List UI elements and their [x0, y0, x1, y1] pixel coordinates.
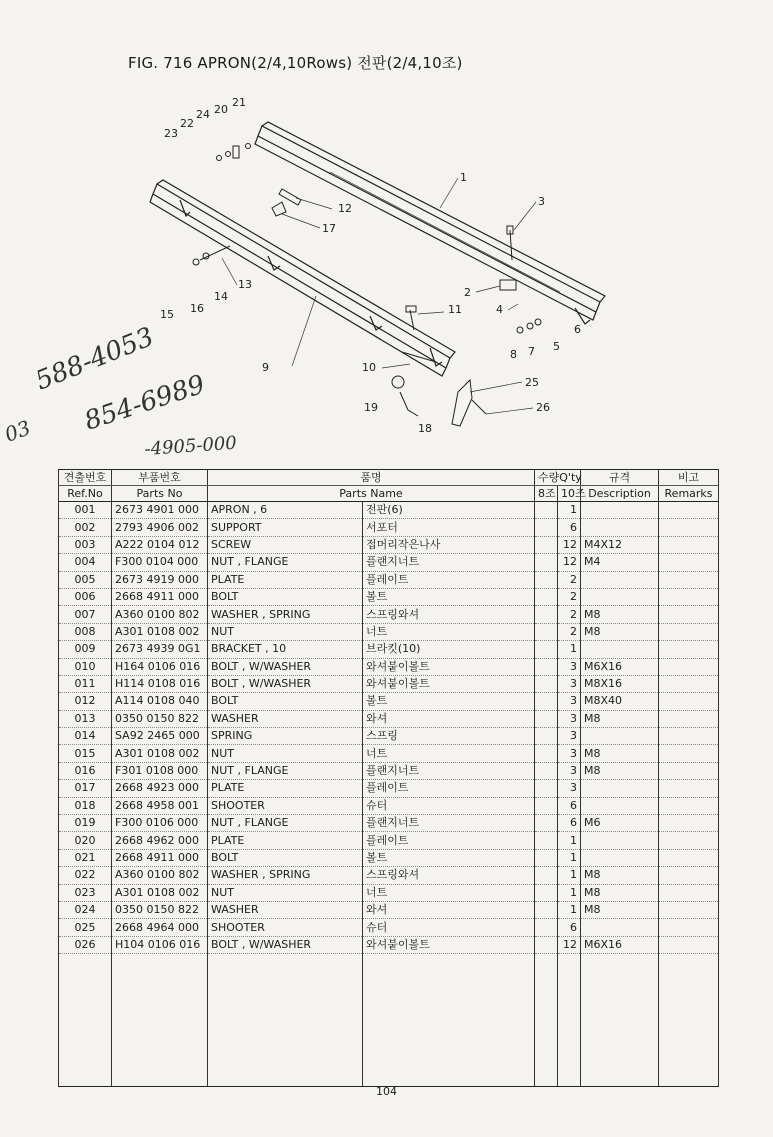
cell-remarks	[659, 675, 719, 692]
callout-18: 18	[418, 422, 432, 435]
cell-description: M8	[581, 884, 659, 901]
cell-name-en: SPRING	[208, 728, 363, 745]
cell-name-kr: 브라킷(10)	[363, 641, 535, 658]
page-title: FIG. 716 APRON(2/4,10Rows) 전판(2/4,10조)	[128, 54, 463, 72]
cell-remarks	[659, 710, 719, 727]
table-row	[59, 536, 719, 553]
cell-parts-no: A360 0100 802	[112, 606, 208, 623]
callout-7: 7	[528, 345, 535, 358]
callout-12: 12	[338, 202, 352, 215]
cell-name-en: SHOOTER	[208, 919, 363, 936]
cell-ref: 015	[59, 745, 112, 762]
cell-name-kr: 플레이트	[363, 832, 535, 849]
cell-qty-8	[535, 762, 558, 779]
cell-parts-no: A222 0104 012	[112, 536, 208, 553]
cell-qty-10: 3	[558, 762, 581, 779]
callout-25: 25	[525, 376, 539, 389]
cell-parts-no: A301 0108 002	[112, 884, 208, 901]
header-desc-en: Description	[581, 486, 659, 502]
cell-ref: 017	[59, 780, 112, 797]
cell-name-en: NUT , FLANGE	[208, 554, 363, 571]
cell-qty-10: 1	[558, 502, 581, 519]
cell-name-en: BOLT	[208, 849, 363, 866]
cell-qty-8	[535, 519, 558, 536]
cell-remarks	[659, 606, 719, 623]
cell-parts-no: A301 0108 002	[112, 623, 208, 640]
cell-description	[581, 849, 659, 866]
cell-remarks	[659, 519, 719, 536]
cell-description: M8	[581, 762, 659, 779]
table-row	[59, 675, 719, 692]
cell-ref: 006	[59, 588, 112, 605]
cell-description: M4	[581, 554, 659, 571]
cell-qty-10: 3	[558, 710, 581, 727]
cell-name-kr: 볼트	[363, 849, 535, 866]
cell-ref: 011	[59, 675, 112, 692]
table-row	[59, 658, 719, 675]
cell-ref: 004	[59, 554, 112, 571]
callout-2: 2	[464, 286, 471, 299]
cell-name-en: BOLT	[208, 693, 363, 710]
header-name-en: Parts Name	[208, 486, 535, 502]
cell-parts-no: 2668 4923 000	[112, 780, 208, 797]
cell-qty-10: 3	[558, 745, 581, 762]
cell-description: M8	[581, 606, 659, 623]
cell-qty-8	[535, 554, 558, 571]
callout-26: 26	[536, 401, 550, 414]
cell-remarks	[659, 554, 719, 571]
table-row	[59, 867, 719, 884]
cell-qty-10: 2	[558, 623, 581, 640]
cell-remarks	[659, 780, 719, 797]
cell-name-kr: 스프링	[363, 728, 535, 745]
cell-qty-10: 3	[558, 693, 581, 710]
header-name-kr: 품명	[208, 470, 535, 486]
cell-name-kr: 와셔	[363, 710, 535, 727]
table-row	[59, 623, 719, 640]
header-desc-kr: 규격	[581, 470, 659, 486]
cell-description	[581, 571, 659, 588]
cell-description: M8X40	[581, 693, 659, 710]
cell-qty-10: 6	[558, 797, 581, 814]
cell-parts-no: H104 0106 016	[112, 936, 208, 953]
cell-ref: 010	[59, 658, 112, 675]
cell-name-en: NUT	[208, 623, 363, 640]
cell-description: M8	[581, 901, 659, 918]
table-row	[59, 641, 719, 658]
cell-remarks	[659, 728, 719, 745]
table-row	[59, 588, 719, 605]
header-remarks-en: Remarks	[659, 486, 719, 502]
cell-ref: 012	[59, 693, 112, 710]
cell-name-kr: 너트	[363, 884, 535, 901]
cell-name-kr: 슈터	[363, 797, 535, 814]
callout-8: 8	[510, 348, 517, 361]
cell-remarks	[659, 536, 719, 553]
table-row	[59, 919, 719, 936]
cell-qty-8	[535, 901, 558, 918]
cell-parts-no: 2668 4911 000	[112, 588, 208, 605]
cell-ref: 009	[59, 641, 112, 658]
cell-parts-no: 2668 4964 000	[112, 919, 208, 936]
cell-qty-10: 1	[558, 832, 581, 849]
table-row	[59, 693, 719, 710]
callout-6: 6	[574, 323, 581, 336]
cell-name-en: WASHER , SPRING	[208, 867, 363, 884]
cell-name-kr: 접머리작은나사	[363, 536, 535, 553]
cell-qty-8	[535, 745, 558, 762]
cell-qty-8	[535, 780, 558, 797]
handwritten-side-note: 03	[1, 415, 34, 447]
cell-description	[581, 502, 659, 519]
cell-qty-8	[535, 849, 558, 866]
callout-23: 23	[164, 127, 178, 140]
header-partsno-kr: 부품번호	[112, 470, 208, 486]
callout-1: 1	[460, 171, 467, 184]
cell-remarks	[659, 901, 719, 918]
cell-qty-10: 2	[558, 606, 581, 623]
cell-parts-no: A114 0108 040	[112, 693, 208, 710]
cell-name-kr: 와셔	[363, 901, 535, 918]
callout-24: 24	[196, 108, 210, 121]
cell-name-kr: 와셔붙이볼트	[363, 658, 535, 675]
cell-ref: 013	[59, 710, 112, 727]
cell-name-en: PLATE	[208, 571, 363, 588]
cell-description	[581, 519, 659, 536]
cell-qty-8	[535, 884, 558, 901]
cell-parts-no: 0350 0150 822	[112, 901, 208, 918]
cell-remarks	[659, 849, 719, 866]
cell-qty-10: 3	[558, 780, 581, 797]
cell-qty-10: 1	[558, 641, 581, 658]
cell-ref: 018	[59, 797, 112, 814]
cell-name-en: WASHER , SPRING	[208, 606, 363, 623]
cell-description	[581, 780, 659, 797]
cell-remarks	[659, 884, 719, 901]
cell-remarks	[659, 502, 719, 519]
table-row	[59, 832, 719, 849]
apron-rail-drawing	[255, 122, 605, 324]
cell-qty-8	[535, 588, 558, 605]
callout-19: 19	[364, 401, 378, 414]
cell-name-en: SUPPORT	[208, 519, 363, 536]
cell-name-kr: 스프링와셔	[363, 867, 535, 884]
cell-name-en: SHOOTER	[208, 797, 363, 814]
cell-ref: 005	[59, 571, 112, 588]
callout-15: 15	[160, 308, 174, 321]
cell-ref: 007	[59, 606, 112, 623]
cell-ref: 024	[59, 901, 112, 918]
table-row	[59, 554, 719, 571]
cell-name-en: WASHER	[208, 901, 363, 918]
cell-remarks	[659, 693, 719, 710]
cell-remarks	[659, 867, 719, 884]
cell-qty-8	[535, 571, 558, 588]
cell-description	[581, 641, 659, 658]
cell-name-en: NUT , FLANGE	[208, 762, 363, 779]
cell-qty-8	[535, 606, 558, 623]
cell-description	[581, 832, 659, 849]
cell-ref: 003	[59, 536, 112, 553]
cell-parts-no: 2668 4962 000	[112, 832, 208, 849]
table-row	[59, 606, 719, 623]
header-qty8: 8조	[535, 486, 558, 502]
cell-parts-no: H114 0108 016	[112, 675, 208, 692]
table-row	[59, 519, 719, 536]
cell-qty-8	[535, 641, 558, 658]
cell-description: M6X16	[581, 658, 659, 675]
cell-parts-no: A301 0108 002	[112, 745, 208, 762]
cell-ref: 022	[59, 867, 112, 884]
cell-qty-8	[535, 936, 558, 953]
cell-ref: 025	[59, 919, 112, 936]
cell-parts-no: F300 0104 000	[112, 554, 208, 571]
cell-name-kr: 와셔붙이볼트	[363, 675, 535, 692]
callout-3: 3	[538, 195, 545, 208]
cell-name-en: WASHER	[208, 710, 363, 727]
cell-name-en: NUT	[208, 884, 363, 901]
cell-name-kr: 슈터	[363, 919, 535, 936]
callout-11: 11	[448, 303, 462, 316]
cell-ref: 008	[59, 623, 112, 640]
table-row	[59, 849, 719, 866]
cell-name-kr: 플랜지너트	[363, 762, 535, 779]
empty-cell	[659, 954, 719, 1087]
cell-qty-10: 1	[558, 867, 581, 884]
cell-parts-no: H164 0106 016	[112, 658, 208, 675]
cell-name-en: PLATE	[208, 832, 363, 849]
cell-ref: 002	[59, 519, 112, 536]
cell-name-kr: 플랜지너트	[363, 554, 535, 571]
cell-ref: 001	[59, 502, 112, 519]
cell-parts-no: 2793 4906 002	[112, 519, 208, 536]
cell-name-en: NUT	[208, 745, 363, 762]
cell-qty-8	[535, 815, 558, 832]
cell-ref: 019	[59, 815, 112, 832]
table-row	[59, 815, 719, 832]
cell-qty-10: 2	[558, 588, 581, 605]
cell-parts-no: 2668 4958 001	[112, 797, 208, 814]
table-row	[59, 780, 719, 797]
handwritten-number-2: 854-6989	[80, 369, 209, 437]
table-row	[59, 502, 719, 519]
callout-14: 14	[214, 290, 228, 303]
cell-qty-8	[535, 675, 558, 692]
table-row	[59, 762, 719, 779]
cell-parts-no: 2673 4919 000	[112, 571, 208, 588]
cell-name-kr: 볼트	[363, 693, 535, 710]
cell-name-en: APRON , 6	[208, 502, 363, 519]
table-row	[59, 571, 719, 588]
cell-description	[581, 919, 659, 936]
empty-cell	[208, 954, 363, 1087]
cell-remarks	[659, 815, 719, 832]
cell-description: M6	[581, 815, 659, 832]
cell-name-en: PLATE	[208, 780, 363, 797]
cell-remarks	[659, 762, 719, 779]
cell-name-en: BOLT , W/WASHER	[208, 675, 363, 692]
cell-qty-10: 6	[558, 919, 581, 936]
cell-name-kr: 볼트	[363, 588, 535, 605]
table-row	[59, 901, 719, 918]
cell-description	[581, 588, 659, 605]
cell-ref: 014	[59, 728, 112, 745]
cell-description	[581, 728, 659, 745]
callout-4: 4	[496, 303, 503, 316]
callout-21: 21	[232, 96, 246, 109]
cell-qty-8	[535, 536, 558, 553]
cell-qty-10: 12	[558, 936, 581, 953]
empty-cell	[112, 954, 208, 1087]
callout-5: 5	[553, 340, 560, 353]
cell-qty-10: 3	[558, 675, 581, 692]
cell-parts-no: 2673 4901 000	[112, 502, 208, 519]
cell-name-kr: 서포터	[363, 519, 535, 536]
cell-name-kr: 플레이트	[363, 780, 535, 797]
callout-17: 17	[322, 222, 336, 235]
table-row	[59, 884, 719, 901]
cell-qty-8	[535, 728, 558, 745]
cell-name-kr: 와셔붙이볼트	[363, 936, 535, 953]
callout-22: 22	[180, 117, 194, 130]
cell-qty-10: 6	[558, 815, 581, 832]
header-qty-kr: 수량Q'ty	[535, 470, 581, 486]
cell-remarks	[659, 797, 719, 814]
cell-remarks	[659, 588, 719, 605]
callout-20: 20	[214, 103, 228, 116]
cell-qty-8	[535, 919, 558, 936]
cell-qty-10: 1	[558, 901, 581, 918]
header-partsno-en: Parts No	[112, 486, 208, 502]
parts-table	[58, 469, 719, 1087]
cell-name-en: BRACKET , 10	[208, 641, 363, 658]
page-number: 104	[376, 1085, 397, 1098]
cell-parts-no: 2673 4939 0G1	[112, 641, 208, 658]
table-row	[59, 728, 719, 745]
table-row	[59, 745, 719, 762]
cell-qty-10: 3	[558, 658, 581, 675]
cell-remarks	[659, 745, 719, 762]
handwritten-number-1: 588-4053	[31, 322, 159, 397]
cell-qty-8	[535, 658, 558, 675]
cell-qty-8	[535, 623, 558, 640]
cell-name-kr: 플레이트	[363, 571, 535, 588]
callout-13: 13	[238, 278, 252, 291]
cell-description: M4X12	[581, 536, 659, 553]
table-row	[59, 710, 719, 727]
cell-qty-10: 6	[558, 519, 581, 536]
cell-ref: 026	[59, 936, 112, 953]
cell-description: M6X16	[581, 936, 659, 953]
cell-qty-10: 1	[558, 849, 581, 866]
cell-qty-8	[535, 710, 558, 727]
cell-description: M8	[581, 710, 659, 727]
header-ref-kr: 견출번호	[59, 470, 112, 486]
cell-ref: 016	[59, 762, 112, 779]
cell-remarks	[659, 919, 719, 936]
cell-description	[581, 797, 659, 814]
callout-10: 10	[362, 361, 376, 374]
handwritten-notes	[0, 320, 300, 470]
empty-cell	[535, 954, 558, 1087]
cell-qty-10: 3	[558, 728, 581, 745]
cell-parts-no: 2668 4911 000	[112, 849, 208, 866]
cell-description: M8	[581, 623, 659, 640]
cell-remarks	[659, 641, 719, 658]
cell-ref: 023	[59, 884, 112, 901]
cell-ref: 021	[59, 849, 112, 866]
cell-name-en: BOLT	[208, 588, 363, 605]
callout-16: 16	[190, 302, 204, 315]
header-qty10: 10조	[558, 486, 581, 502]
cell-remarks	[659, 623, 719, 640]
handwritten-number-3: -4905-000	[143, 432, 238, 460]
cell-description: M8	[581, 867, 659, 884]
empty-cell	[59, 954, 112, 1087]
empty-cell	[558, 954, 581, 1087]
cell-remarks	[659, 832, 719, 849]
cell-qty-10: 1	[558, 884, 581, 901]
cell-remarks	[659, 658, 719, 675]
header-remarks-kr: 비고	[659, 470, 719, 486]
cell-remarks	[659, 571, 719, 588]
cell-parts-no: F301 0108 000	[112, 762, 208, 779]
cell-name-kr: 스프링와셔	[363, 606, 535, 623]
cell-qty-10: 12	[558, 536, 581, 553]
table-row	[59, 797, 719, 814]
cell-name-en: NUT , FLANGE	[208, 815, 363, 832]
callout-9: 9	[262, 361, 269, 374]
cell-parts-no: 0350 0150 822	[112, 710, 208, 727]
cell-name-en: SCREW	[208, 536, 363, 553]
cell-parts-no: A360 0100 802	[112, 867, 208, 884]
cell-qty-8	[535, 832, 558, 849]
cell-name-kr: 너트	[363, 623, 535, 640]
cell-name-en: BOLT , W/WASHER	[208, 936, 363, 953]
table-row	[59, 936, 719, 953]
cell-description: M8	[581, 745, 659, 762]
cell-name-kr: 너트	[363, 745, 535, 762]
empty-cell	[581, 954, 659, 1087]
cell-ref: 020	[59, 832, 112, 849]
cell-qty-10: 2	[558, 571, 581, 588]
cell-qty-8	[535, 502, 558, 519]
cell-description: M8X16	[581, 675, 659, 692]
cell-qty-8	[535, 797, 558, 814]
table-empty-area	[59, 954, 719, 1087]
cell-name-kr: 플랜지너트	[363, 815, 535, 832]
cell-parts-no: SA92 2465 000	[112, 728, 208, 745]
cell-qty-10: 12	[558, 554, 581, 571]
cell-parts-no: F300 0106 000	[112, 815, 208, 832]
cell-name-kr: 전판(6)	[363, 502, 535, 519]
cell-remarks	[659, 936, 719, 953]
empty-cell	[363, 954, 535, 1087]
cell-name-en: BOLT , W/WASHER	[208, 658, 363, 675]
cell-qty-8	[535, 693, 558, 710]
header-ref-en: Ref.No	[59, 486, 112, 502]
cell-qty-8	[535, 867, 558, 884]
